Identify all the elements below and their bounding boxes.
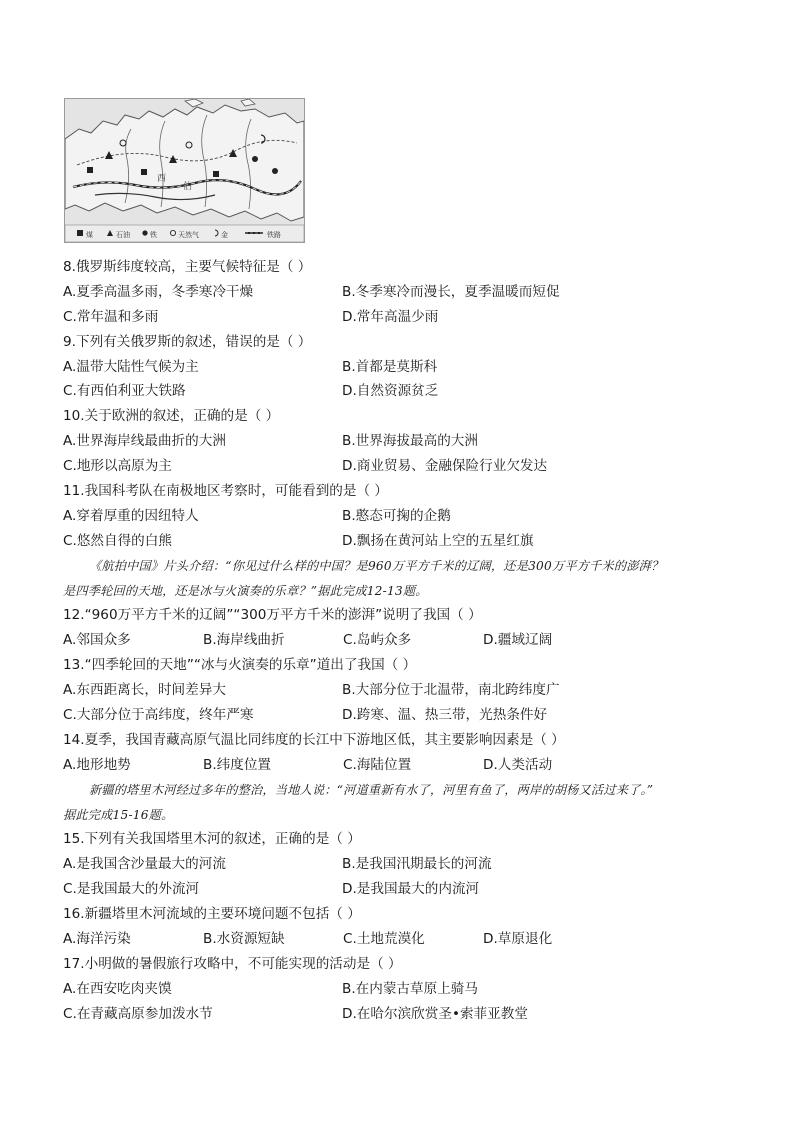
option-b: B.海岸线曲折 bbox=[203, 632, 285, 649]
option-b: B.纬度位置 bbox=[203, 756, 272, 773]
option-c: C.常年温和多雨 bbox=[63, 308, 159, 325]
russia-resource-map bbox=[64, 98, 305, 243]
legend-gas: 天然气 bbox=[178, 231, 199, 239]
question-stem: 14.夏季，我国青藏高原气温比同纬度的长江中下游地区低，其主要影响因素是（ ） bbox=[63, 731, 565, 748]
option-d: D.常年高温少雨 bbox=[342, 308, 439, 325]
option-c: C.在青藏高原参加泼水节 bbox=[63, 1005, 213, 1022]
option-a: A.邻国众多 bbox=[63, 632, 131, 649]
option-b: B.冬季寒冷而漫长，夏季温暖而短促 bbox=[342, 283, 560, 300]
question-stem: 17.小明做的暑假旅行攻略中，不可能实现的活动是（ ） bbox=[63, 955, 402, 972]
question-stem: 9.下列有关俄罗斯的叙述，错误的是（ ） bbox=[63, 333, 312, 350]
option-b: B.憨态可掬的企鹅 bbox=[342, 507, 451, 524]
legend-coal: 煤 bbox=[86, 231, 93, 239]
legend-gold: 金 bbox=[221, 231, 228, 239]
option-row bbox=[63, 852, 743, 877]
option-d: D.在哈尔滨欣赏圣•索菲亚教堂 bbox=[342, 1005, 528, 1022]
reading-passage-cont: 是四季轮回的天地，还是冰与火演奏的乐章？”据此完成12-13题。 bbox=[63, 583, 428, 598]
legend-railway: 铁路 bbox=[267, 231, 281, 239]
option-d: D.是我国最大的内流河 bbox=[342, 881, 480, 898]
reading-passage-cont: 据此完成15-16题。 bbox=[63, 807, 174, 822]
option-a: A.海洋污染 bbox=[63, 931, 131, 948]
option-a: A.地形地势 bbox=[63, 756, 131, 773]
option-row bbox=[63, 355, 743, 380]
option-a: A.温带大陆性气候为主 bbox=[63, 358, 199, 375]
option-c: C.海陆位置 bbox=[343, 756, 412, 773]
option-d: D.自然资源贫乏 bbox=[342, 383, 439, 400]
question-list bbox=[63, 255, 743, 1027]
option-row bbox=[63, 753, 743, 778]
question-stem: 16.新疆塔里木河流域的主要环境问题不包括（ ） bbox=[63, 906, 361, 923]
option-b: B.世界海拔最高的大洲 bbox=[342, 433, 478, 450]
option-b: B.首都是莫斯科 bbox=[342, 358, 438, 375]
map-drawing bbox=[65, 99, 304, 242]
option-row bbox=[63, 977, 743, 1002]
option-row bbox=[63, 678, 743, 703]
question-stem: 12.“960万平方千米的辽阔”“300万平方千米的澎湃”说明了我国（ ） bbox=[63, 607, 482, 624]
option-row bbox=[63, 927, 743, 952]
option-row bbox=[63, 703, 743, 728]
reading-passage: 《航拍中国》片头介绍：“你见过什么样的中国？是960万平方千米的辽阔，还是300万平方千米的澎湃？ bbox=[89, 558, 664, 573]
option-c: C.悠然自得的白熊 bbox=[63, 532, 172, 549]
svg-text:西: 西 bbox=[157, 174, 167, 184]
option-c: C.有西伯利亚大铁路 bbox=[63, 383, 186, 400]
question-stem: 10.关于欧洲的叙述，正确的是（ ） bbox=[63, 408, 280, 425]
option-c: C.地形以高原为主 bbox=[63, 458, 172, 475]
option-row bbox=[63, 529, 743, 554]
option-c: C.是我国最大的外流河 bbox=[63, 881, 200, 898]
option-row bbox=[63, 280, 743, 305]
reading-passage: 新疆的塔里木河经过多年的整治，当地人说：“河道重新有水了，河里有鱼了，两岸的胡杨又活过来了。” bbox=[89, 782, 654, 797]
option-row bbox=[63, 379, 743, 404]
option-row bbox=[63, 628, 743, 653]
svg-text:伯: 伯 bbox=[183, 182, 193, 192]
option-row bbox=[63, 454, 743, 479]
question-stem: 11.我国科考队在南极地区考察时，可能看到的是（ ） bbox=[63, 483, 389, 500]
option-d: D.疆域辽阔 bbox=[483, 632, 553, 649]
option-d: D.人类活动 bbox=[483, 756, 553, 773]
option-b: B.水资源短缺 bbox=[203, 931, 285, 948]
option-d: D.商业贸易、金融保险行业欠发达 bbox=[342, 458, 548, 475]
option-b: B.在内蒙古草原上骑马 bbox=[342, 980, 478, 997]
option-row bbox=[63, 504, 743, 529]
option-a: A.世界海岸线最曲折的大洲 bbox=[63, 433, 226, 450]
option-d: D.飘扬在黄河站上空的五星红旗 bbox=[342, 532, 534, 549]
question-stem: 8.俄罗斯纬度较高，主要气候特征是（ ） bbox=[63, 259, 312, 275]
option-row bbox=[63, 877, 743, 902]
option-d: D.跨寒、温、热三带，光热条件好 bbox=[342, 707, 548, 724]
option-a: A.是我国含沙量最大的河流 bbox=[63, 856, 226, 873]
option-d: D.草原退化 bbox=[483, 931, 553, 948]
question-stem: 15.下列有关我国塔里木河的叙述，正确的是（ ） bbox=[63, 831, 361, 848]
option-c: C.土地荒漠化 bbox=[343, 931, 425, 948]
option-c: C.大部分位于高纬度，终年严寒 bbox=[63, 707, 254, 724]
option-b: B.是我国汛期最长的河流 bbox=[342, 856, 492, 873]
option-a: A.穿着厚重的因纽特人 bbox=[63, 507, 199, 524]
option-row bbox=[63, 1002, 743, 1027]
legend-iron: 铁 bbox=[150, 231, 157, 239]
option-row bbox=[63, 305, 743, 330]
legend-oil: 石油 bbox=[116, 231, 130, 239]
option-row bbox=[63, 429, 743, 454]
option-a: A.东西距离长，时间差异大 bbox=[63, 682, 226, 699]
option-b: B.大部分位于北温带，南北跨纬度广 bbox=[342, 682, 560, 699]
question-stem: 13.“四季轮回的天地”“冰与火演奏的乐章”道出了我国（ ） bbox=[63, 657, 417, 674]
option-a: A.在西安吃肉夹馍 bbox=[63, 980, 172, 997]
option-c: C.岛屿众多 bbox=[343, 632, 412, 649]
option-a: A.夏季高温多雨，冬季寒冷干燥 bbox=[63, 283, 254, 300]
